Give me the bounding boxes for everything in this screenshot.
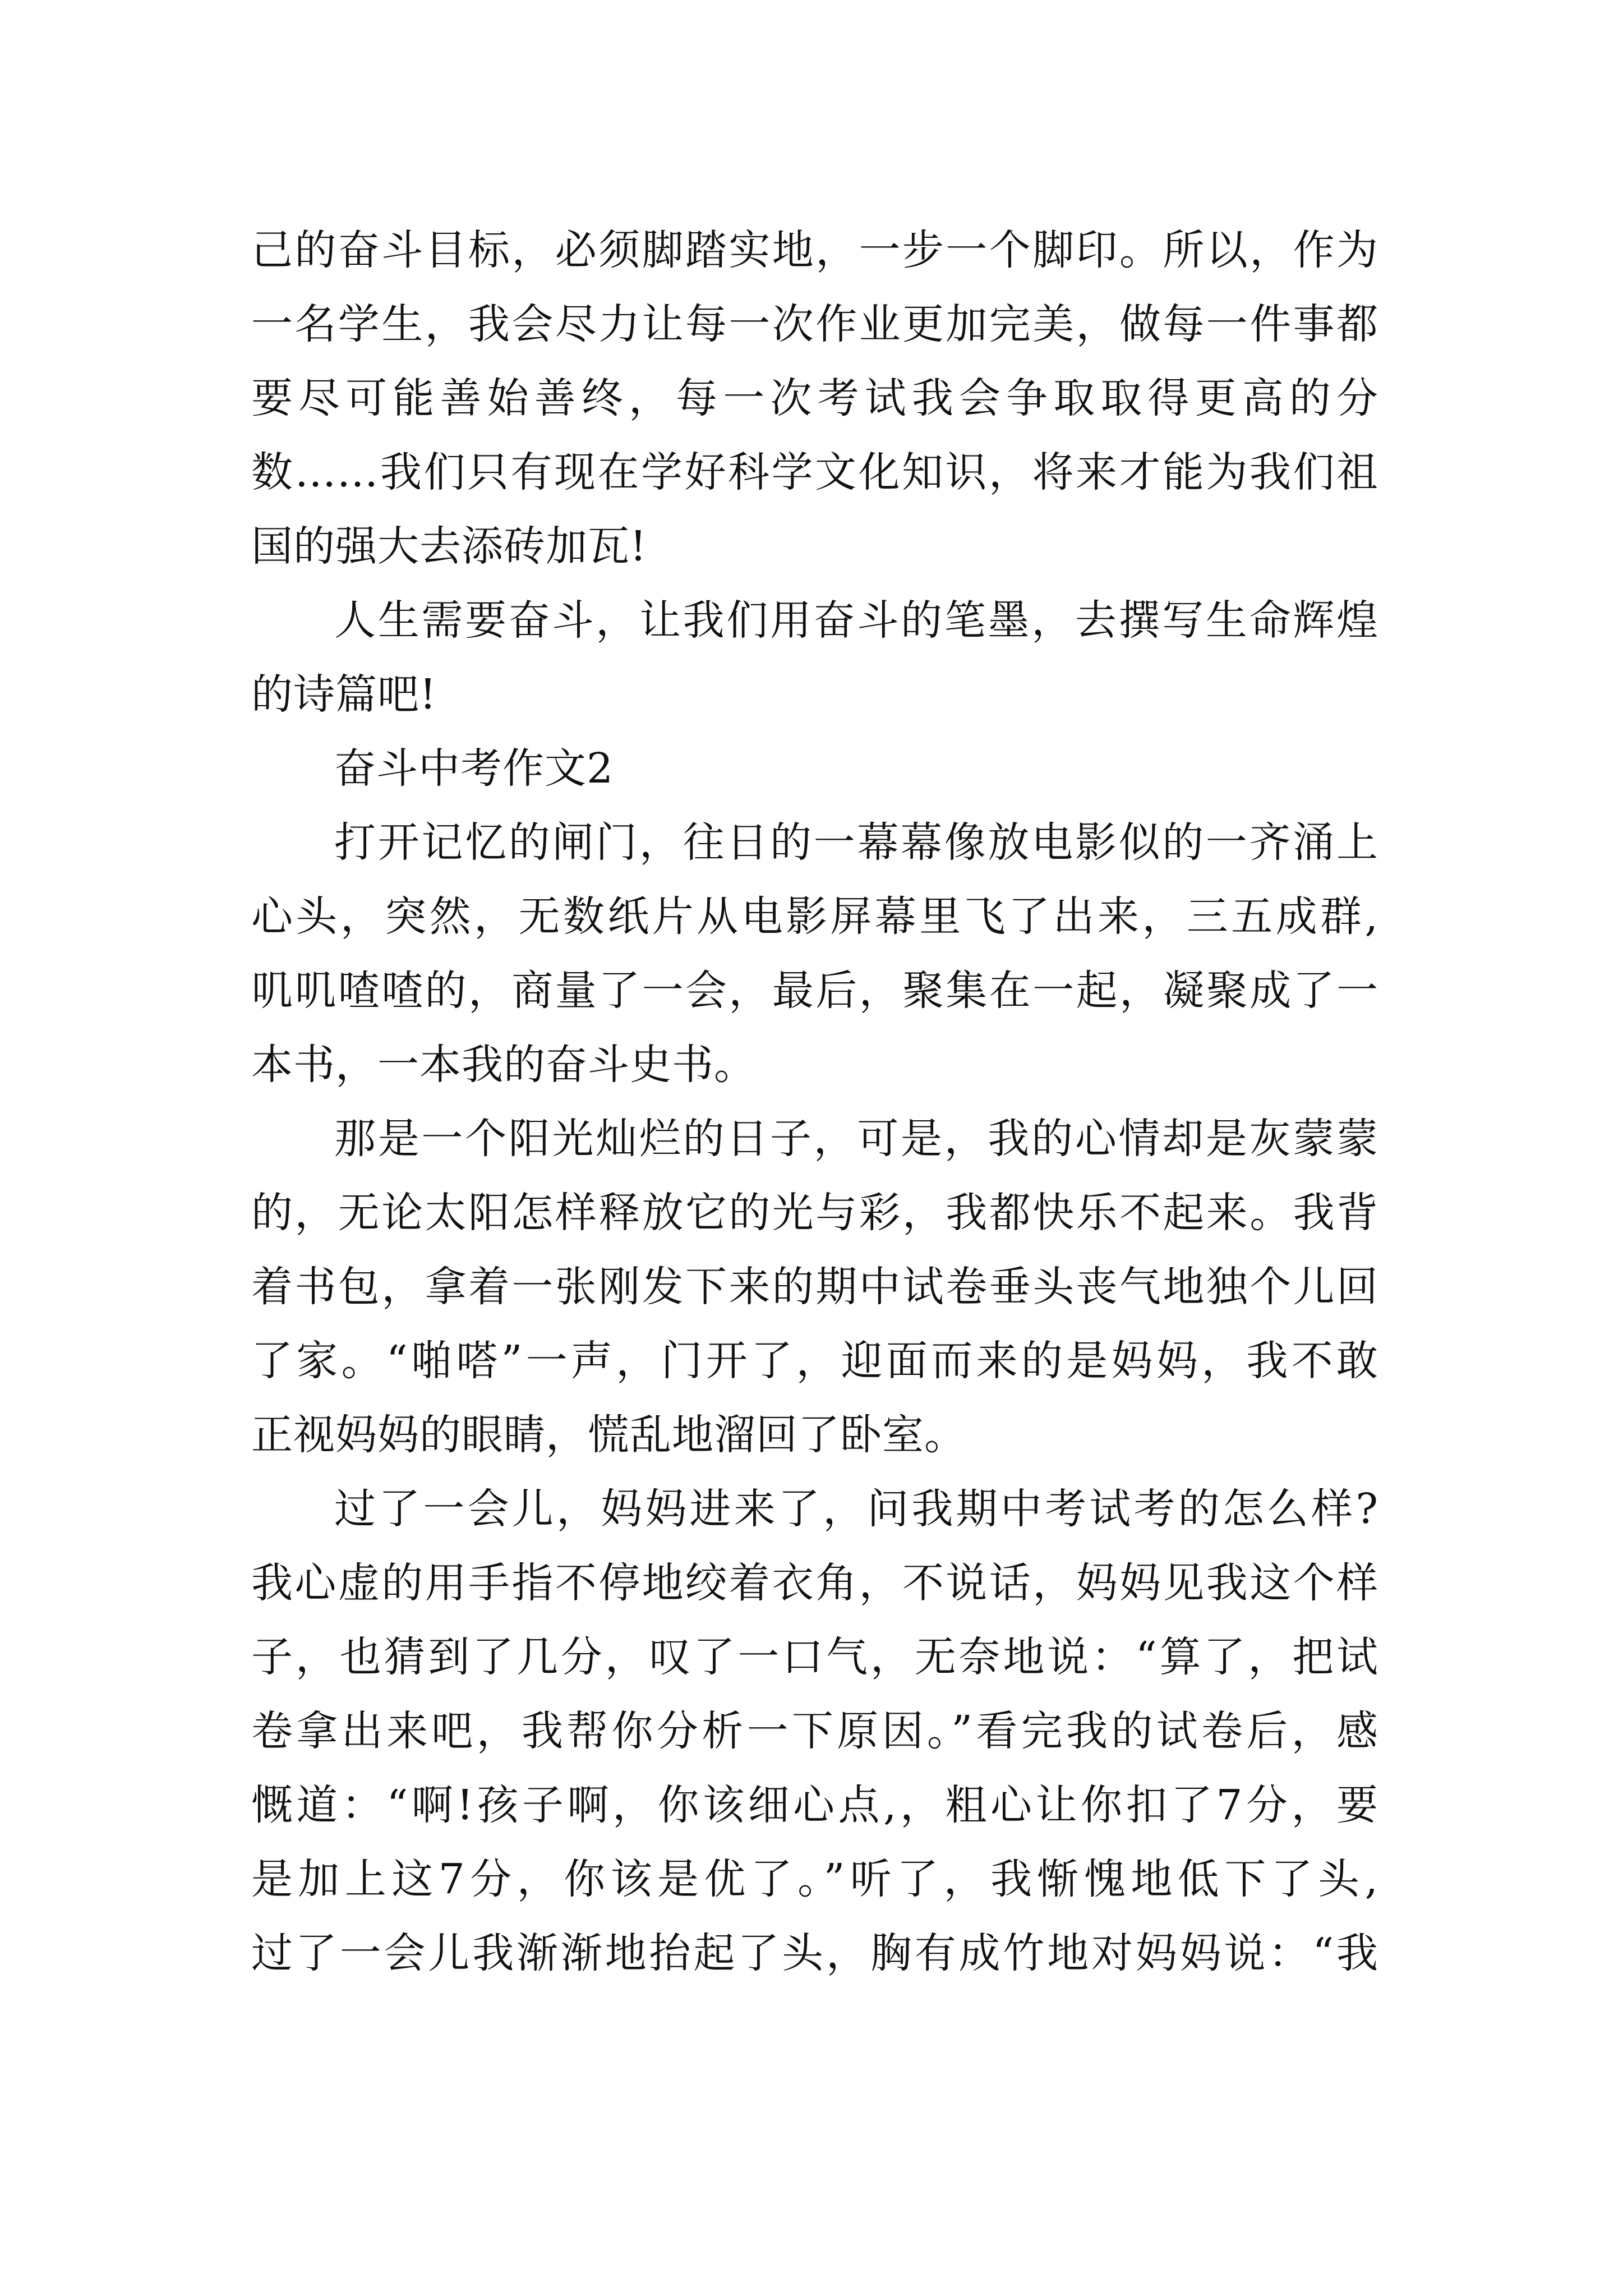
text-line-1: 己的奋斗目标，必须脚踏实地，一步一个脚印。所以，作为 <box>251 226 1378 274</box>
text-line-11: 叽叽喳喳的，商量了一会，最后，聚集在一起，凝聚成了一 <box>251 967 1378 1015</box>
text-line-24: 过了一会儿我渐渐地抬起了头，胸有成竹地对妈妈说：“我 <box>251 1929 1378 1977</box>
text-line-5: 国的强大去添砖加瓦! <box>251 522 647 570</box>
article-body <box>251 213 1378 1990</box>
text-line-4: 数……我们只有现在学好科学文化知识，将来才能为我们祖 <box>251 448 1378 496</box>
text-line-9: 打开记忆的闸门，往日的一幕幕像放电影似的一齐涌上 <box>334 818 1378 867</box>
text-line-7: 的诗篇吧! <box>251 670 437 719</box>
section-heading: 奋斗中考作文2 <box>334 744 614 793</box>
text-line-21: 卷拿出来吧，我帮你分析一下原因。”看完我的试卷后，感 <box>251 1707 1378 1755</box>
text-line-13: 那是一个阳光灿烂的日子，可是，我的心情却是灰蒙蒙 <box>334 1115 1378 1163</box>
text-line-17: 正视妈妈的眼睛，慌乱地溜回了卧室。 <box>251 1411 966 1459</box>
text-line-6: 人生需要奋斗，让我们用奋斗的笔墨，去撰写生命辉煌 <box>334 596 1378 645</box>
text-line-23: 是加上这7分，你该是优了。”听了，我惭愧地低下了头, <box>251 1855 1378 1903</box>
text-line-2: 一名学生，我会尽力让每一次作业更加完美，做每一件事都 <box>251 300 1378 348</box>
text-line-19: 我心虚的用手指不停地绞着衣角，不说话，妈妈见我这个样 <box>251 1559 1378 1607</box>
text-line-20: 子，也猜到了几分，叹了一口气，无奈地说：“算了，把试 <box>251 1633 1378 1681</box>
text-line-12: 本书，一本我的奋斗史书。 <box>251 1041 756 1089</box>
text-line-14: 的，无论太阳怎样释放它的光与彩，我都快乐不起来。我背 <box>251 1189 1378 1237</box>
text-line-22: 慨道：“啊!孩子啊，你该细心点,，粗心让你扣了7分，要 <box>251 1781 1378 1829</box>
text-line-15: 着书包，拿着一张刚发下来的期中试卷垂头丧气地独个儿回 <box>251 1263 1378 1311</box>
text-line-16: 了家。“啪嗒”一声，门开了，迎面而来的是妈妈，我不敢 <box>251 1337 1378 1385</box>
text-line-10: 心头，突然，无数纸片从电影屏幕里飞了出来，三五成群, <box>251 892 1378 941</box>
text-line-3: 要尽可能善始善终，每一次考试我会争取取得更高的分 <box>251 374 1378 422</box>
text-line-18: 过了一会儿，妈妈进来了，问我期中考试考的怎么样? <box>334 1485 1378 1533</box>
